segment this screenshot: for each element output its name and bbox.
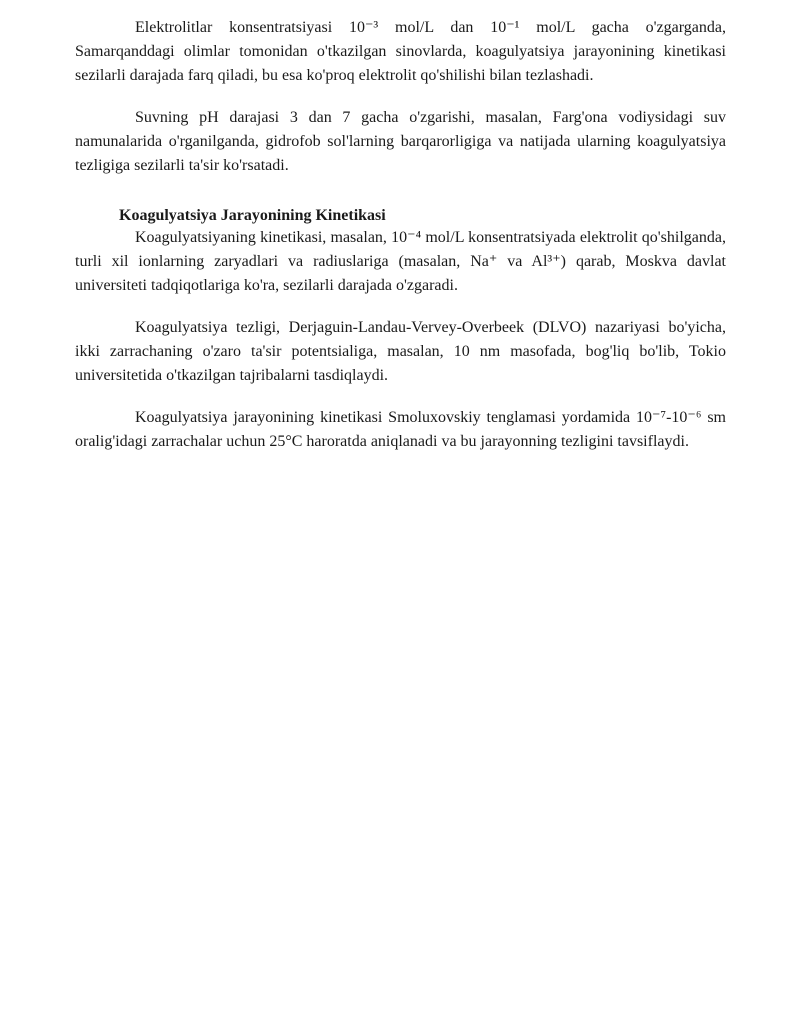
paragraph-ion-charges: Koagulyatsiyaning kinetikasi, masalan, 10⁻⁴ mol/L konsentratsiyada elektrolit qo'shilganda, turli xil ionlarning zaryadlari va radiuslariga (masalan, Na⁺ va Al³⁺) qarab, Moskva davlat universiteti tadqiqotlariga ko'ra, sezilarli darajada o'zgaradi. — [75, 229, 726, 294]
paragraph-electrolyte-concentration: Elektrolitlar konsentratsiyasi 10⁻³ mol/L dan 10⁻¹ mol/L gacha o'zgarganda, Samarqanddagi olimlar tomonidan o'tkazilgan sinovlarda, koagulyatsiya jarayonining kinetikasi sezilarli darajada farq qiladi, bu esa ko'proq elektrolit qo'shilishi bilan tezlashadi. — [75, 19, 726, 84]
paragraph-smoluchowski-equation: Koagulyatsiya jarayonining kinetikasi Smoluxovskiy tenglamasi yordamida 10⁻⁷-10⁻⁶ sm oralig'idagi zarrachalar uchun 25°C haroratda aniqlanadi va bu jarayonning tezligini tavsiflaydi. — [75, 409, 726, 450]
document-page — [75, 16, 726, 454]
section-heading: Koagulyatsiya Jarayonining Kinetikasi — [119, 207, 386, 224]
paragraph-ph-level: Suvning pH darajasi 3 dan 7 gacha o'zgarishi, masalan, Farg'ona vodiysidagi suv namunalarida o'rganilganda, gidrofob sol'larning barqarorligiga va natijada ularning koagulyatsiya tezligiga sezilarli ta'sir ko'rsatadi. — [75, 109, 726, 174]
paragraph-dlvo-theory: Koagulyatsiya tezligi, Derjaguin-Landau-Vervey-Overbeek (DLVO) nazariyasi bo'yicha, ikki zarrachaning o'zaro ta'sir potentsialiga, masalan, 10 nm masofada, bog'liq bo'lib, Tokio universitetida o'tkazilgan tajribalarni tasdiqlaydi. — [75, 319, 726, 384]
